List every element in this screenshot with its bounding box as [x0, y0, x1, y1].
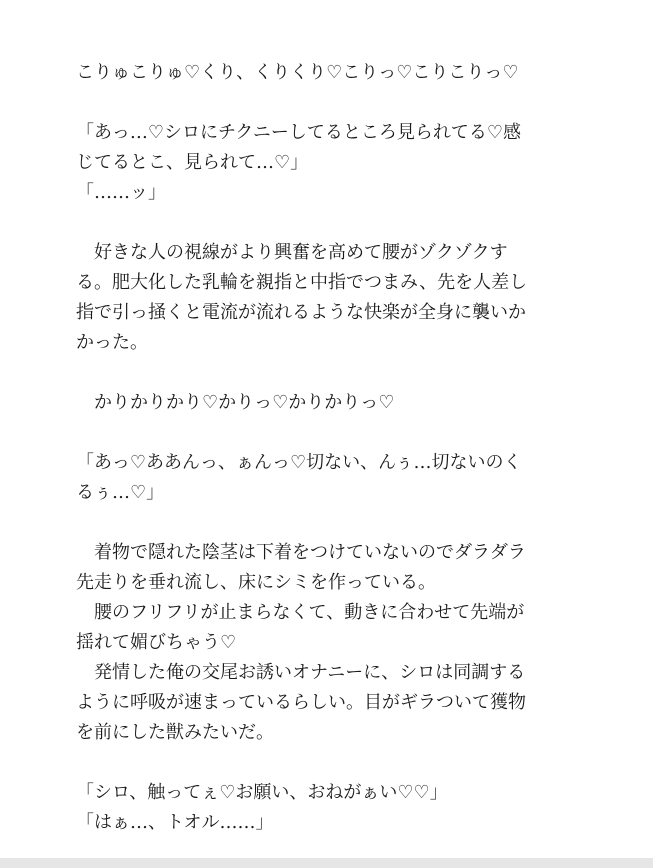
text-line: るぅ…♡」	[76, 482, 165, 503]
text-line: 「はぁ…、トオル……」	[76, 812, 274, 833]
text-line: かりかりかり♡かりっ♡かりかりっ♡	[76, 392, 395, 413]
text-line: 発情した俺の交尾お誘いオナニーに、シロは同調する	[76, 662, 526, 683]
bottom-border	[0, 858, 653, 868]
blank-line	[76, 418, 576, 448]
text-line: 「あっ♡ああんっ、ぁんっ♡切ない、んぅ…切ないのく	[76, 452, 522, 473]
text-line: 「シロ、触ってぇ♡お願い、おねがぁい♡♡」	[76, 782, 448, 803]
text-line: じてるとこ、見られて…♡」	[76, 152, 309, 173]
text-line: 先走りを垂れ流し、床にシミを作っている。	[76, 572, 436, 593]
text-line: 揺れて媚びちゃう♡	[76, 632, 237, 653]
blank-line	[76, 508, 576, 538]
text-line: ように呼吸が速まっているらしい。目がギラついて獲物	[76, 692, 526, 713]
blank-line	[76, 748, 576, 778]
text-line: 腰のフリフリが止まらなくて、動きに合わせて先端が	[76, 602, 525, 623]
text-line: を前にした獣みたいだ。	[76, 722, 274, 743]
text-line: かった。	[76, 332, 148, 353]
text-line: こりゅこりゅ♡くり、くりくり♡こりっ♡こりこりっ♡	[76, 62, 519, 83]
blank-line	[76, 358, 576, 388]
blank-line	[76, 88, 576, 118]
text-line: 好きな人の視線がより興奮を高めて腰がゾクゾクす	[76, 242, 508, 263]
text-line: 「……ッ」	[76, 182, 166, 203]
text-line: 「あっ…♡シロにチクニーしてるところ見られてる♡感	[76, 122, 522, 143]
text-line: 着物で隠れた陰茎は下着をつけていないのでダラダラ	[76, 542, 526, 563]
blank-line	[76, 208, 576, 238]
body-text	[76, 58, 576, 838]
text-line: 指で引っ掻くと電流が流れるような快楽が全身に襲いか	[76, 302, 526, 323]
text-line: る。肥大化した乳輪を親指と中指でつまみ、先を人差し	[76, 272, 528, 293]
